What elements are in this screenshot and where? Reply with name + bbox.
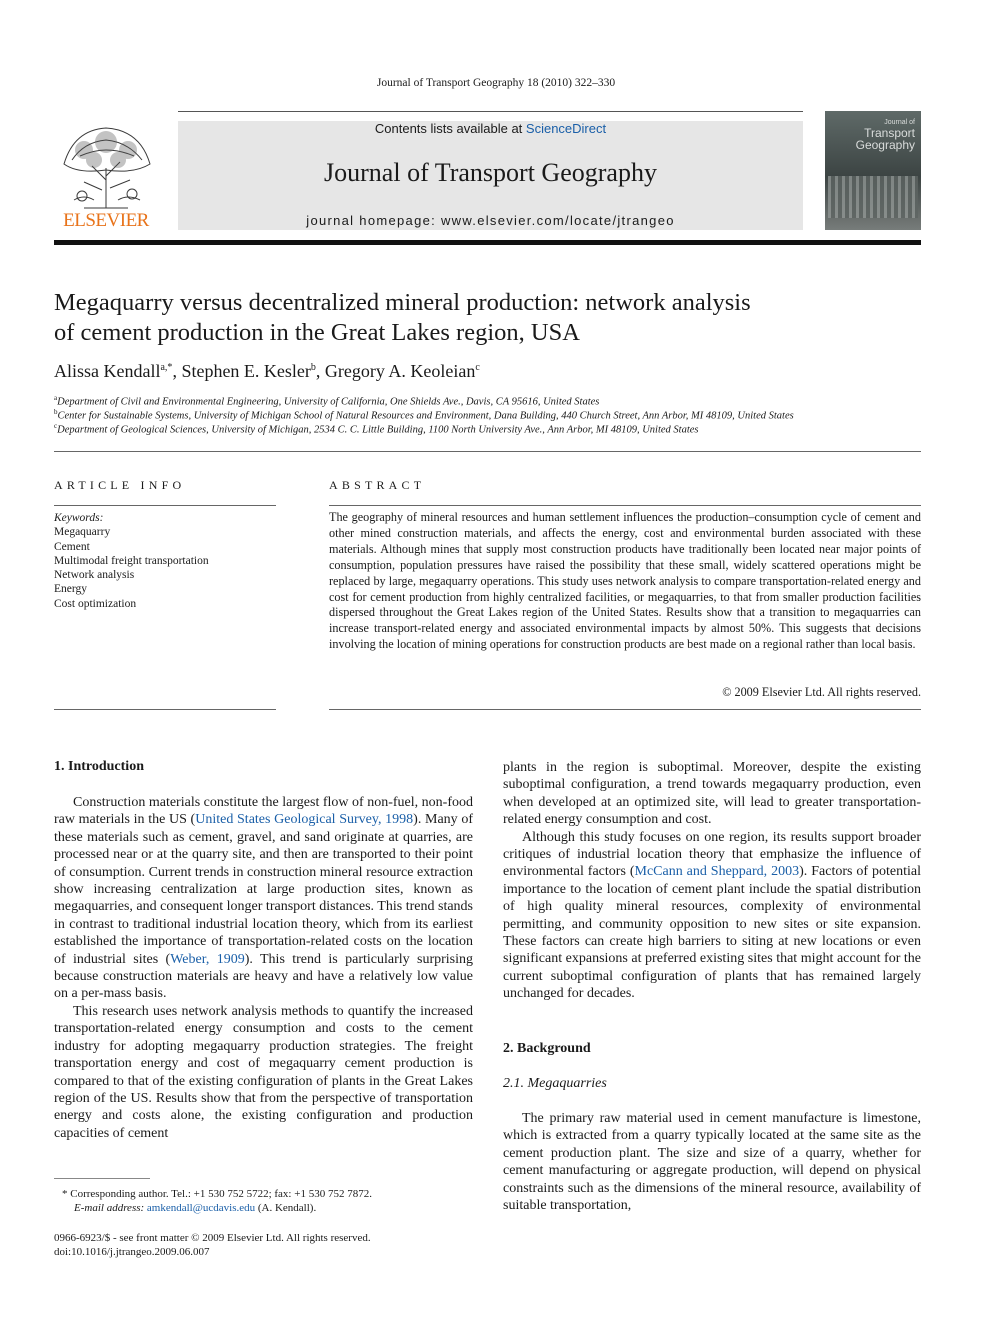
paragraph	[503, 829, 921, 1003]
cover-title-line2: Geography	[855, 138, 915, 152]
email-label: E-mail address:	[74, 1202, 147, 1214]
reference-link[interactable]: United States Geological Survey, 1998	[195, 812, 414, 828]
affiliation	[54, 422, 699, 436]
cover-title	[856, 119, 915, 151]
journal-header-box	[178, 121, 803, 230]
keywords-label: Keywords:	[54, 512, 104, 524]
keyword: Network analysis	[54, 569, 135, 582]
author-sep: ,	[315, 361, 321, 381]
contents-prefix: Contents lists available at	[374, 121, 526, 136]
author-name[interactable]: Stephen E. Kesler	[181, 361, 311, 381]
left-column-text	[54, 794, 473, 1142]
affiliation	[54, 408, 794, 422]
keyword: Multimodal freight transportation	[54, 554, 209, 567]
affiliation-sup: a	[54, 394, 58, 402]
divider	[329, 709, 921, 710]
section-heading-background: 2. Background	[503, 1041, 591, 1056]
reference-link[interactable]: McCann and Sheppard, 2003	[634, 864, 800, 880]
article-title-line2: of cement production in the Great Lakes region, USA	[54, 319, 580, 346]
section-heading-introduction: 1. Introduction	[54, 759, 144, 774]
journal-homepage[interactable]: journal homepage: www.elsevier.com/locate/jtrangeo	[306, 213, 675, 228]
article-title	[54, 288, 924, 348]
text-run: ). This trend is particularly surprising because construction materials are heavy and have a relatively low value on a per-mass basis.	[54, 951, 473, 1002]
issn-note: 0966-6923/$ - see front matter © 2009 Elsevier Ltd. All rights reserved.	[54, 1232, 371, 1244]
elsevier-tree-icon	[54, 120, 158, 212]
affiliation-text: Center for Sustainable Systems, University of Michigan School of Natural Resources and Environment, Dana Building, 440 Church Street, Ann Arbor, MI 48109, United States	[57, 410, 794, 422]
subsection-heading-megaquarries: 2.1. Megaquarries	[503, 1076, 607, 1091]
journal-title: Journal of Transport Geography	[324, 158, 657, 187]
article-title-line1: Megaquarry versus decentralized mineral production: network analysis	[54, 289, 751, 316]
divider	[54, 451, 921, 452]
elsevier-wordmark: ELSEVIER	[63, 210, 149, 231]
email-suffix: (A. Kendall).	[255, 1202, 317, 1214]
paragraph	[54, 794, 473, 1003]
paragraph: plants in the region is suboptimal. Moreover, despite the existing suboptimal configuration, a trend towards megaquarry production, even when developed at an optimized site, will lead to greater transportation-related energy consumption and cost.	[503, 760, 921, 828]
header-rule	[178, 111, 803, 112]
paragraph: This research uses network analysis methods to quantify the increased transportation-related energy consumption and costs to the cement industry for adopting megaquarry production strategies. The freight transportation energy and cost of megaquarry cement production is compared to that of the existing configuration of plants in the Great Lakes region of the US. Results show that from the perspective of transportation energy and costs alone, the existing configuration and production capacities of cement	[54, 1003, 473, 1141]
article-info-heading: ARTICLE INFO	[54, 478, 186, 492]
doi-link[interactable]: doi:10.1016/j.jtrangeo.2009.06.007	[54, 1246, 210, 1258]
divider	[54, 709, 276, 710]
keyword: Energy	[54, 583, 88, 596]
affiliation	[54, 394, 599, 408]
right-column-text-continued	[503, 1110, 921, 1214]
keyword: Cement	[54, 540, 90, 553]
corresponding-author-note: * Corresponding author. Tel.: +1 530 752 5722; fax: +1 530 752 7872.	[62, 1188, 372, 1200]
author-sup: a,*	[160, 362, 173, 373]
cover-title-small: Journal of	[884, 119, 915, 126]
contents-line	[178, 121, 803, 136]
footnote-rule	[54, 1178, 150, 1179]
keywords-list	[54, 511, 209, 611]
affiliation-sup: c	[54, 422, 58, 430]
text-run: ). Many of these materials such as cement, gravel, and sand originate at quarries, are processed near or at the quarry site, and then are transported to their point of consumption. Current trends in construction mineral resource extraction show increasing centralization at large production sites, known as megaquarries, and consequent longer transport distances. This trend stands in contrast to traditional industrial location theory, which from its earliest established the importance of transportation-related costs on the location of industrial sites (	[54, 812, 473, 967]
divider	[54, 505, 276, 506]
text-run: Although this study focuses on one region, its results support broader critiques of industrial location theory that emphasize the influence of environmental factors (	[503, 829, 921, 880]
journal-cover-thumbnail[interactable]	[825, 111, 921, 230]
header-thick-rule	[54, 240, 921, 245]
divider	[329, 505, 921, 506]
abstract-heading: ABSTRACT	[329, 478, 426, 492]
author-name[interactable]: Gregory A. Keoleian	[324, 361, 476, 381]
text-run: Construction materials constitute the largest flow of non-fuel, non-food raw materials in the US (	[54, 795, 473, 828]
text-run: ). Factors of potential importance to the location of cement plant include the spatial distribution of high quality mineral resources, complexity of environmental permitting, and community opposition to new sites or site expansion. These factors can create high barriers to siting at new locations or even significant expansions at preferred existing sites that might account for the current suboptimal configuration of plants that has remained largely unchanged for decades.	[503, 864, 921, 1002]
elsevier-logo[interactable]	[54, 120, 158, 232]
keyword: Cost optimization	[54, 597, 137, 610]
email-note	[74, 1201, 316, 1215]
reference-link[interactable]: Weber, 1909	[170, 951, 245, 967]
author-sep: ,	[172, 361, 177, 381]
journal-citation: Journal of Transport Geography 18 (2010) 322–330	[376, 77, 616, 89]
cover-title-line1: Transport	[864, 126, 915, 140]
author-name[interactable]: Alissa Kendall	[54, 361, 161, 381]
author-list	[54, 361, 480, 382]
abstract-copyright: © 2009 Elsevier Ltd. All rights reserved.	[722, 685, 921, 699]
author-sup: c	[475, 362, 480, 373]
keyword: Megaquarry	[54, 526, 111, 539]
author-sup: b	[310, 362, 316, 373]
affiliation-text: Department of Geological Sciences, University of Michigan, 2534 C. C. Little Building, 1100 North University Ave., Ann Arbor, MI 48109, United States	[57, 424, 699, 436]
right-column-text	[503, 759, 921, 1003]
affiliation-text: Department of Civil and Environmental Engineering, University of California, One Shields Ave., Davis, CA 95616, United States	[57, 396, 600, 408]
paragraph: The primary raw material used in cement manufacture is limestone, which is extracted from a quarry typically located at the same site as the cement production plant. The size and size of a quarry, whether for cement manufacturing or aggregate production, will depend on physical constraints such as the dimensions of the mineral resource, availability of suitable transportation,	[503, 1111, 921, 1214]
affiliation-sup: b	[54, 408, 58, 416]
abstract-text: The geography of mineral resources and human settlement influences the production–consumption cycle of cement and other mined construction materials, and affects the energy, cost and environmental burden associated with these materials. Although mines that supply most construction products have traditionally been located near major points of consumption, population pressures have raised the possibility that these small, widely scattered operations might be replaced by large, megaquarry operations. This study uses network analysis to compare transportation-related energy and cost for cement production from highly centralized facilities, or megaquarries, to that from smaller production facilities dispersed throughout the Great Lakes region of the United States. Results show that a transition to megaquarries can increase transport-related energy and associated environmental impacts by almost 50%. This suggests that decisions involving the location of mining operations for construction products are best made on a regional rather than local basis.	[329, 510, 921, 652]
cover-image	[828, 176, 918, 218]
sciencedirect-link[interactable]: ScienceDirect	[525, 121, 607, 136]
email-link[interactable]: amkendall@ucdavis.edu	[146, 1202, 256, 1214]
